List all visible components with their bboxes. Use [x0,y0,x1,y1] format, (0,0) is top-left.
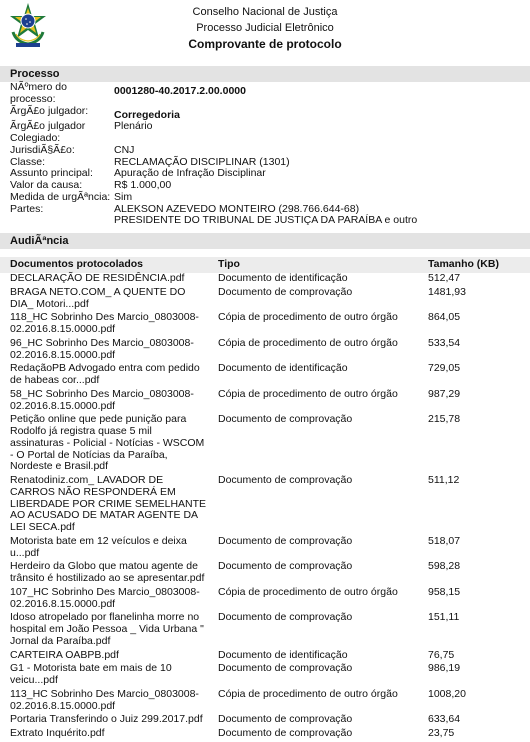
table-row [0,363,530,389]
table-row [0,287,530,313]
process-field-label: JurisdiÃ§Ã£o: [10,143,75,156]
document-type: Cópia de procedimento de outro órgão [218,387,398,400]
document-size: 986,19 [428,662,461,675]
process-field-row [0,192,530,204]
document-type: Cópia de procedimento de outro órgão [218,585,398,598]
section-audiencia: AudiÃªncia [0,233,530,249]
document-type: Documento de comprovação [218,662,353,675]
document-type: Documento de comprovação [218,713,353,726]
process-field-row [0,106,530,122]
document-name: 96_HC Sobrinho Des Marcio_0803008-02.2016.8.15.0000.pdf [10,336,194,361]
process-field-value: 0001280-40.2017.2.00.0000 [114,85,246,97]
document-name: Extrato Inquérito.pdf [10,727,105,739]
process-field-value: Plenário [114,120,153,133]
document-name: 118_HC Sobrinho Des Marcio_0803008-02.2016.8.15.0000.pdf [10,311,199,335]
document-type: Cópia de procedimento de outro órgão [218,687,398,700]
document-size: 633,64 [428,713,461,726]
document-type: Documento de identificação [218,362,348,375]
document-size: 76,75 [428,648,455,661]
section-processo: Processo [0,66,530,82]
table-row [0,561,530,587]
document-name: Petição online que pede punição para Rodolfo já registra quase 5 mil assinaturas - Policial - Notícias - WSCOM - O Portal de Notícias da Paraíba, Nordeste e Brasil.pdf [10,413,205,473]
table-row [0,689,530,715]
process-field-row [0,215,530,227]
council-name: Conselho Nacional de Justiça [192,6,338,18]
document-name: Herdeiro da Globo que matou agente de trânsito é hostilizado ao se apresentar.pdf [10,560,205,584]
document-size: 151,11 [428,611,460,624]
process-field-label: NÃºmero do processo: [10,81,67,105]
document-type: Cópia de procedimento de outro órgão [218,311,398,324]
document-name: 113_HC Sobrinho Des Marcio_0803008-02.2016.8.15.0000.pdf [10,687,199,712]
document-type: Documento de comprovação [218,534,353,547]
documents-header-row [0,257,530,273]
page-title: Comprovante de protocolo [188,37,342,51]
system-name: Processo Judicial Eletrônico [196,22,334,34]
document-type: Documento de comprovação [218,474,353,486]
document-type: Documento de identificação [218,272,348,284]
process-field-label: Classe: [10,155,46,168]
document-name: BRAGA NETO.COM_ A QUENTE DO DIA_ Motori...pdf [10,285,186,310]
document-size: 864,05 [428,311,461,324]
process-field-value: Corregedoria [114,108,180,121]
document-name: DECLARAÇÃO DE RESIDÊNCIA.pdf [10,272,185,284]
process-field-row [0,180,530,192]
process-field-value: Apuração de Infração Disciplinar [114,167,266,180]
table-row [0,338,530,364]
process-field-row [0,121,530,145]
process-field-label: Partes: [10,202,44,215]
process-field-label: ÃrgÃ£o julgador Colegiado: [10,120,86,144]
document-name: RedaçãoPB Advogado entra com pedido de habeas cor...pdf [10,362,200,386]
table-row [0,389,530,415]
document-size: 215,78 [428,413,461,426]
document-size: 987,29 [428,387,461,400]
document-size: 1008,20 [428,687,466,700]
table-row [0,650,530,664]
document-size: 958,15 [428,585,461,598]
header-size: Tamanho (KB) [418,257,530,273]
process-field-value: R$ 1.000,00 [114,179,172,191]
table-row [0,273,530,287]
document-size: 518,07 [428,534,461,547]
document-name: Portaria Transferindo o Juiz 299.2017.pdf [10,713,203,726]
document-type: Documento de comprovação [218,727,353,739]
process-field-value: PRESIDENTE DO TRIBUNAL DE JUSTIÇA DA PARAÍBA e outro [114,214,418,227]
documents-table [0,257,530,742]
process-field-label: Assunto principal: [10,167,93,180]
process-field-label: Valor da causa: [10,179,83,191]
header-type: Tipo [208,257,418,273]
document-name: G1 - Motorista bate em mais de 10 veicu...pdf [10,662,172,686]
document-type: Documento de comprovação [218,285,353,298]
document-name: Renatodiniz.com_ LAVADOR DE CARROS NÃO RESPONDERÁ EM LIBERDADE POR CRIME SEMELHANTE AO ACUSADO DE MATAR AGENTE DA LEI SECA.pdf [10,474,207,533]
document-type: Documento de comprovação [218,611,353,624]
table-row [0,536,530,562]
document-name: Idoso atropelado por flanelinha morre no hospital em João Pessoa _ Vida Urbana " Jornal da Paraíba.pdf [10,611,204,647]
document-size: 1481,93 [428,285,466,298]
table-row [0,414,530,475]
process-field-value: CNJ [114,143,135,156]
process-field-label: Medida de urgÃªncia: [10,190,111,203]
document-type: Cópia de procedimento de outro órgão [218,336,398,349]
header-documents: Documentos protocolados [0,257,208,273]
table-row [0,312,530,338]
document-name: 107_HC Sobrinho Des Marcio_0803008-02.2016.8.15.0000.pdf [10,585,200,610]
process-field-value: ALEKSON AZEVEDO MONTEIRO (298.766.644-68) [114,202,360,215]
document-name: CARTEIRA OABPB.pdf [10,648,119,661]
table-row [0,612,530,649]
document-type: Documento de comprovação [218,413,353,426]
process-fields [0,82,530,227]
process-field-value: Sim [114,190,133,203]
header [0,0,530,66]
table-row [0,728,530,742]
document-name: Motorista bate em 12 veículos e deixa u...pdf [10,534,187,559]
table-row [0,587,530,613]
document-size: 512,47 [428,272,461,284]
document-size: 729,05 [428,362,461,375]
document-size: 511,12 [428,474,460,486]
document-size: 23,75 [428,727,455,739]
document-type: Documento de identificação [218,648,348,661]
process-field-row [0,145,530,157]
document-name: 58_HC Sobrinho Des Marcio_0803008-02.2016.8.15.0000.pdf [10,387,194,412]
table-row [0,475,530,536]
document-type: Documento de comprovação [218,560,353,573]
document-size: 533,54 [428,336,461,349]
process-field-row [0,82,530,106]
process-field-label [0,215,114,227]
table-row [0,663,530,689]
process-field-label: ÃrgÃ£o julgador: [10,104,89,117]
table-row [0,714,530,728]
document-size: 598,28 [428,560,461,573]
process-field-value: RECLAMAÇÃO DISCIPLINAR (1301) [114,155,290,168]
